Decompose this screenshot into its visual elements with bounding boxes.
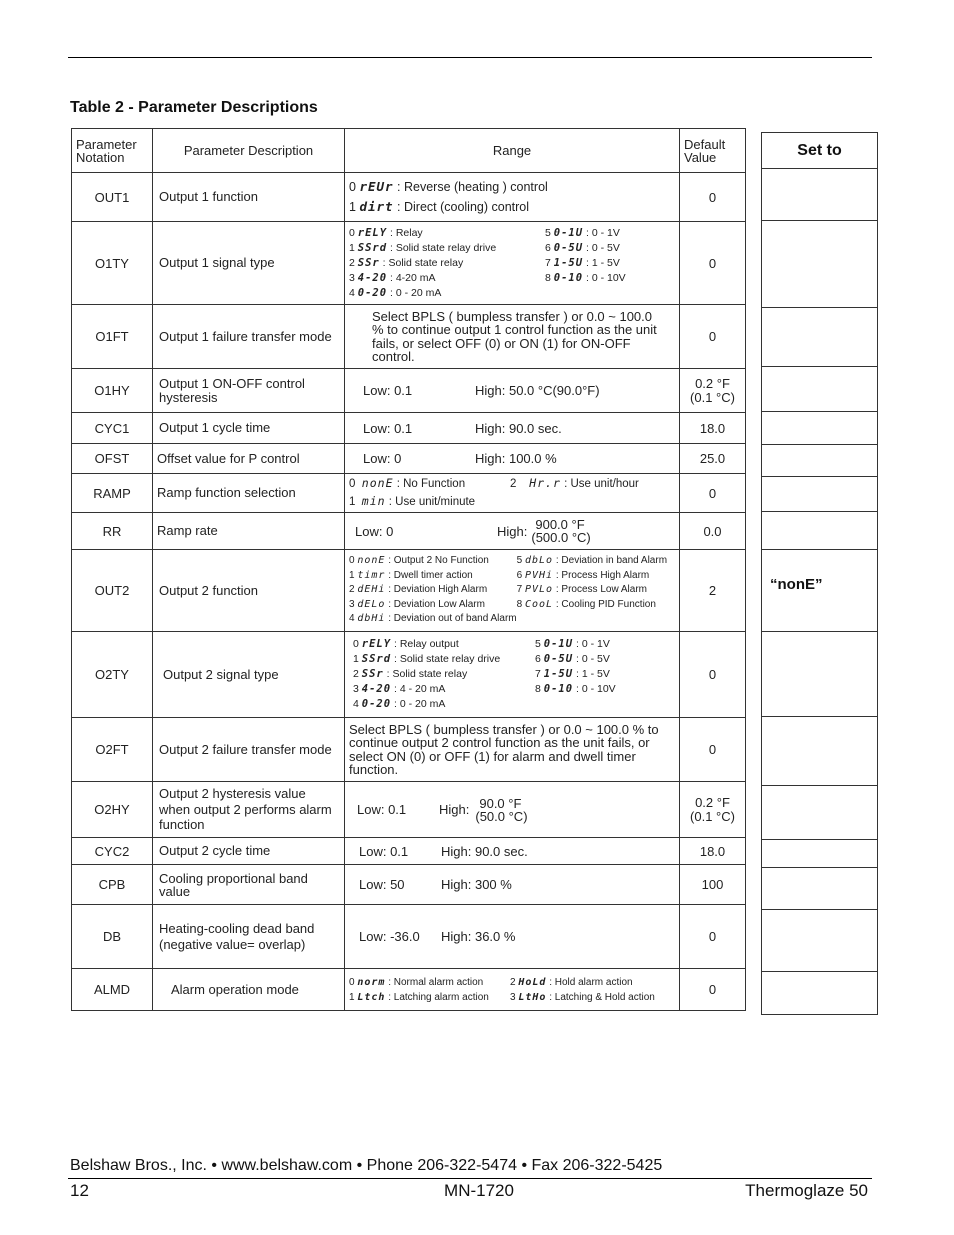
row-default: 0	[680, 632, 746, 718]
row-notation: CPB	[72, 865, 153, 905]
row-notation: O1FT	[72, 305, 153, 369]
set-to-cell[interactable]	[762, 308, 878, 367]
lcd-code: PVHi	[524, 569, 554, 581]
option-line: 1 SSrd : Solid state relay drive	[349, 241, 497, 254]
row-range	[345, 222, 680, 305]
row-range	[345, 474, 680, 513]
row-notation: RAMP	[72, 474, 153, 513]
row-notation: ALMD	[72, 969, 153, 1011]
set-to-cell[interactable]	[762, 840, 878, 868]
row-notation: O1HY	[72, 369, 153, 413]
option-line: 1 timr : Dwell timer action	[349, 569, 473, 581]
option-line: 2 SSr : Solid state relay	[353, 668, 468, 680]
row-description: Output 2 function	[153, 550, 345, 632]
page-number: 12	[70, 1181, 89, 1200]
set-to-cell[interactable]: “nonE”	[762, 550, 878, 632]
lcd-code: SSr	[357, 256, 380, 269]
row-range	[345, 444, 680, 474]
option-line: 2 HoLd : Hold alarm action	[510, 976, 633, 988]
row-default: 0.2 °F (0.1 °C)	[680, 369, 746, 413]
table-row	[72, 632, 746, 718]
option-line: 0 norm : Normal alarm action	[349, 976, 484, 988]
table-row	[72, 905, 746, 969]
row-description: Output 1 failure transfer mode	[153, 305, 345, 369]
row-notation: OUT1	[72, 173, 153, 222]
table-title: Table 2 - Parameter Descriptions	[70, 99, 318, 116]
option-line: 6 0-5U : 0 - 5V	[545, 241, 620, 254]
lcd-code: LtHo	[518, 991, 547, 1003]
option-code: 0	[349, 180, 356, 194]
row-range	[345, 369, 680, 413]
row-notation: RR	[72, 513, 153, 550]
row-description: Output 2 signal type	[153, 632, 345, 718]
row-default: 0	[680, 905, 746, 969]
option-line: 3 4-20 : 4 - 20 mA	[353, 683, 446, 695]
row-default: 0	[680, 718, 746, 782]
table-row	[72, 838, 746, 865]
set-to-cell[interactable]	[762, 477, 878, 512]
range-high: High:	[497, 523, 528, 539]
option-line: 0 nonE : No Function	[349, 476, 466, 490]
set-to-cell[interactable]	[762, 169, 878, 221]
lcd-code: 0-10	[553, 271, 584, 284]
option-line: 7 PVLo : Process Low Alarm	[516, 584, 648, 596]
row-default: 18.0	[680, 413, 746, 444]
lcd-code: nonE	[357, 555, 386, 567]
range-high: High:	[439, 802, 470, 817]
header-description: Parameter Description	[153, 129, 345, 173]
footer-contact: Belshaw Bros., Inc. • www.belshaw.com • Phone 206-322-5474 • Fax 206-322-5425	[70, 1157, 663, 1174]
option-line: 4 0-20 : 0 - 20 mA	[349, 286, 442, 299]
option-line: 2 SSr : Solid state relay	[349, 256, 464, 269]
range-high: High: 100.0 %	[475, 451, 557, 466]
table-row	[72, 550, 746, 632]
set-to-column	[761, 132, 878, 1015]
option-line: 5 dbLo : Deviation in band Alarm	[516, 555, 668, 567]
row-notation: O2FT	[72, 718, 153, 782]
row-default: 0	[680, 222, 746, 305]
row-description: Output 2 failure transfer mode	[153, 718, 345, 782]
row-notation: O2TY	[72, 632, 153, 718]
option-line: 3 dELo : Deviation Low Alarm	[349, 598, 485, 610]
lcd-code: rEUr	[359, 179, 394, 194]
lcd-code: min	[361, 494, 386, 508]
lcd-code: 0-1U	[543, 638, 574, 650]
set-to-cell[interactable]	[762, 367, 878, 412]
option-line: 6 PVHi : Process High Alarm	[516, 569, 650, 581]
row-notation: OFST	[72, 444, 153, 474]
row-default: 0	[680, 969, 746, 1011]
lcd-code: 4-20	[357, 271, 388, 284]
lcd-code: dEHi	[357, 584, 386, 596]
option-line: 3 4-20 : 4-20 mA	[349, 271, 436, 284]
header-range: Range	[345, 129, 680, 173]
option-code: 1	[349, 200, 356, 214]
table-row	[72, 413, 746, 444]
lcd-code: dirt	[359, 199, 394, 214]
row-range	[345, 969, 680, 1011]
lcd-code: 0-5U	[543, 653, 574, 665]
option-line: 7 1-5U : 1 - 5V	[545, 256, 620, 269]
row-range	[345, 632, 680, 718]
row-default: 0.0	[680, 513, 746, 550]
row-notation: CYC1	[72, 413, 153, 444]
set-to-header: Set to	[762, 133, 878, 169]
set-to-cell[interactable]	[762, 910, 878, 972]
range-low: Low: 0.1	[357, 802, 407, 817]
option-line: 6 0-5U : 0 - 5V	[535, 653, 610, 665]
row-description: Ramp function selection	[153, 474, 345, 513]
lcd-code: 0-5U	[553, 241, 584, 254]
row-default: 18.0	[680, 838, 746, 865]
lcd-code: CooL	[524, 598, 554, 610]
table-header-row	[72, 129, 746, 173]
table-row	[72, 474, 746, 513]
lcd-code: rELY	[357, 226, 388, 239]
table-row	[72, 782, 746, 838]
range-high: High: 90.0 sec.	[441, 843, 528, 859]
range-high-f: 90.0 °F	[479, 795, 522, 811]
option-line: 5 0-1U : 0 - 1V	[535, 638, 610, 650]
lcd-code: dbLo	[524, 555, 554, 567]
set-to-cell[interactable]	[762, 445, 878, 477]
product-name: Thermoglaze 50	[745, 1181, 868, 1200]
top-rule	[68, 57, 872, 58]
table-row	[72, 865, 746, 905]
row-description: Output 2 hysteresis value when output 2 performs alarm function	[153, 782, 345, 838]
row-range	[345, 173, 680, 222]
row-notation: O1TY	[72, 222, 153, 305]
lcd-code: timr	[357, 569, 386, 581]
range-high: High: 50.0 °C(90.0°F)	[475, 383, 600, 398]
range-high-c: (500.0 °C)	[531, 530, 591, 545]
row-notation: CYC2	[72, 838, 153, 865]
lcd-code: SSrd	[357, 241, 388, 254]
row-description: Cooling proportional band value	[153, 865, 345, 905]
row-range	[345, 413, 680, 444]
table-row	[72, 369, 746, 413]
table-row	[72, 513, 746, 550]
row-range	[345, 865, 680, 905]
option-line: 3 LtHo : Latching & Hold action	[510, 991, 655, 1003]
option-label: : Direct (cooling) control	[397, 200, 530, 214]
lcd-code: rELY	[361, 638, 392, 650]
row-default: 0.2 °F (0.1 °C)	[680, 782, 746, 838]
set-to-cell[interactable]	[762, 412, 878, 445]
footer-rule	[68, 1178, 872, 1179]
lcd-code: norm	[357, 976, 386, 988]
lcd-code: dELo	[357, 598, 386, 610]
range-high: High: 90.0 sec.	[475, 420, 562, 436]
row-range	[345, 782, 680, 838]
row-default: 0	[680, 173, 746, 222]
option-line	[349, 197, 675, 217]
row-description: Alarm operation mode	[153, 969, 345, 1011]
option-line	[349, 177, 675, 197]
option-line: 1 min : Use unit/minute	[349, 494, 476, 508]
row-notation: DB	[72, 905, 153, 969]
row-description: Output 2 cycle time	[153, 838, 345, 865]
parameter-table	[71, 128, 746, 1011]
table-row	[72, 305, 746, 369]
row-description: Output 1 signal type	[153, 222, 345, 305]
row-default: 100	[680, 865, 746, 905]
lcd-code: Ltch	[357, 991, 386, 1003]
row-range: Select BPLS ( bumpless transfer ) or 0.0 ~ 100.0 % to continue output 2 control function as the unit fails, or select ON (0) or OFF (1) for alarm and dwell timer function.	[345, 718, 680, 782]
row-default: 25.0	[680, 444, 746, 474]
set-to-cell[interactable]	[762, 632, 878, 717]
option-line: 4 0-20 : 0 - 20 mA	[353, 698, 446, 710]
set-to-cell[interactable]	[762, 786, 878, 840]
lcd-code: 0-1U	[553, 226, 584, 239]
lcd-code: PVLo	[524, 584, 554, 596]
row-range	[345, 905, 680, 969]
set-to-cell[interactable]	[762, 221, 878, 308]
row-description: Ramp rate	[153, 513, 345, 550]
row-range	[345, 550, 680, 632]
range-low: Low: 0.1	[359, 843, 409, 859]
range-low: Low: 50	[359, 877, 405, 892]
range-low: Low: 0	[363, 451, 402, 466]
range-high: High: 36.0 %	[441, 929, 516, 944]
row-notation: O2HY	[72, 782, 153, 838]
option-line: 2 Hr.r : Use unit/hour	[510, 476, 639, 490]
lcd-code: 0-10	[543, 683, 574, 695]
lcd-code: SSr	[361, 668, 384, 680]
lcd-code: 0-20	[361, 698, 392, 710]
row-range: Select BPLS ( bumpless transfer ) or 0.0 ~ 100.0 % to continue output 1 control function as the unit fails, or select OFF (0) or ON (1) for ON-OFF control.	[345, 305, 680, 369]
row-default: 0	[680, 474, 746, 513]
option-line: 0 nonE : Output 2 No Function	[349, 555, 489, 567]
option-line: 2 dEHi : Deviation High Alarm	[349, 584, 488, 596]
range-high-c: (50.0 °C)	[475, 808, 528, 824]
table-row	[72, 222, 746, 305]
range-high: High: 300 %	[441, 877, 512, 892]
lcd-code: 1-5U	[543, 668, 574, 680]
row-range	[345, 838, 680, 865]
row-description: Heating-cooling dead band (negative value= overlap)	[153, 905, 345, 969]
row-range	[345, 513, 680, 550]
document-number: MN-1720	[444, 1181, 514, 1200]
header-default: Default Value	[680, 129, 746, 173]
range-low: Low: 0.1	[363, 383, 413, 398]
lcd-code: nonE	[361, 476, 394, 490]
option-line: 0 rELY : Relay	[349, 226, 423, 239]
range-high-f: 900.0 °F	[535, 517, 585, 532]
option-line: 4 dbHi : Deviation out of band Alarm	[349, 613, 517, 625]
option-line: 8 0-10 : 0 - 10V	[545, 271, 626, 284]
row-default: 0	[680, 305, 746, 369]
row-description: Output 1 ON-OFF control hysteresis	[153, 369, 345, 413]
lcd-code: 4-20	[361, 683, 392, 695]
option-line: 0 rELY : Relay output	[353, 638, 459, 650]
lcd-code: 1-5U	[553, 256, 584, 269]
row-description: Output 1 cycle time	[153, 413, 345, 444]
table-row	[72, 969, 746, 1011]
table-row	[72, 444, 746, 474]
range-low: Low: 0	[355, 523, 394, 539]
lcd-code: SSrd	[361, 653, 392, 665]
option-line: 1 Ltch : Latching alarm action	[349, 991, 489, 1003]
row-default: 2	[680, 550, 746, 632]
set-to-cell[interactable]	[762, 868, 878, 910]
option-line: 8 0-10 : 0 - 10V	[535, 683, 616, 695]
lcd-code: Hr.r	[529, 476, 561, 490]
table-row	[72, 718, 746, 782]
lcd-code: HoLd	[518, 976, 547, 988]
option-line: 5 0-1U : 0 - 1V	[545, 226, 620, 239]
lcd-code: 0-20	[357, 286, 388, 299]
row-description: Offset value for P control	[153, 444, 345, 474]
row-notation: OUT2	[72, 550, 153, 632]
row-description: Output 1 function	[153, 173, 345, 222]
set-to-cell[interactable]	[762, 972, 878, 1015]
option-line: 7 1-5U : 1 - 5V	[535, 668, 610, 680]
option-line: 1 SSrd : Solid state relay drive	[353, 653, 501, 665]
range-low: Low: -36.0	[359, 929, 420, 944]
header-notation: Parameter Notation	[72, 129, 153, 173]
range-low: Low: 0.1	[363, 420, 413, 436]
lcd-code: dbHi	[357, 613, 386, 625]
option-label: : Reverse (heating ) control	[397, 180, 548, 194]
table-row	[72, 173, 746, 222]
set-to-cell[interactable]	[762, 512, 878, 550]
set-to-cell[interactable]	[762, 717, 878, 786]
option-line: 8 CooL : Cooling PID Function	[516, 598, 656, 610]
